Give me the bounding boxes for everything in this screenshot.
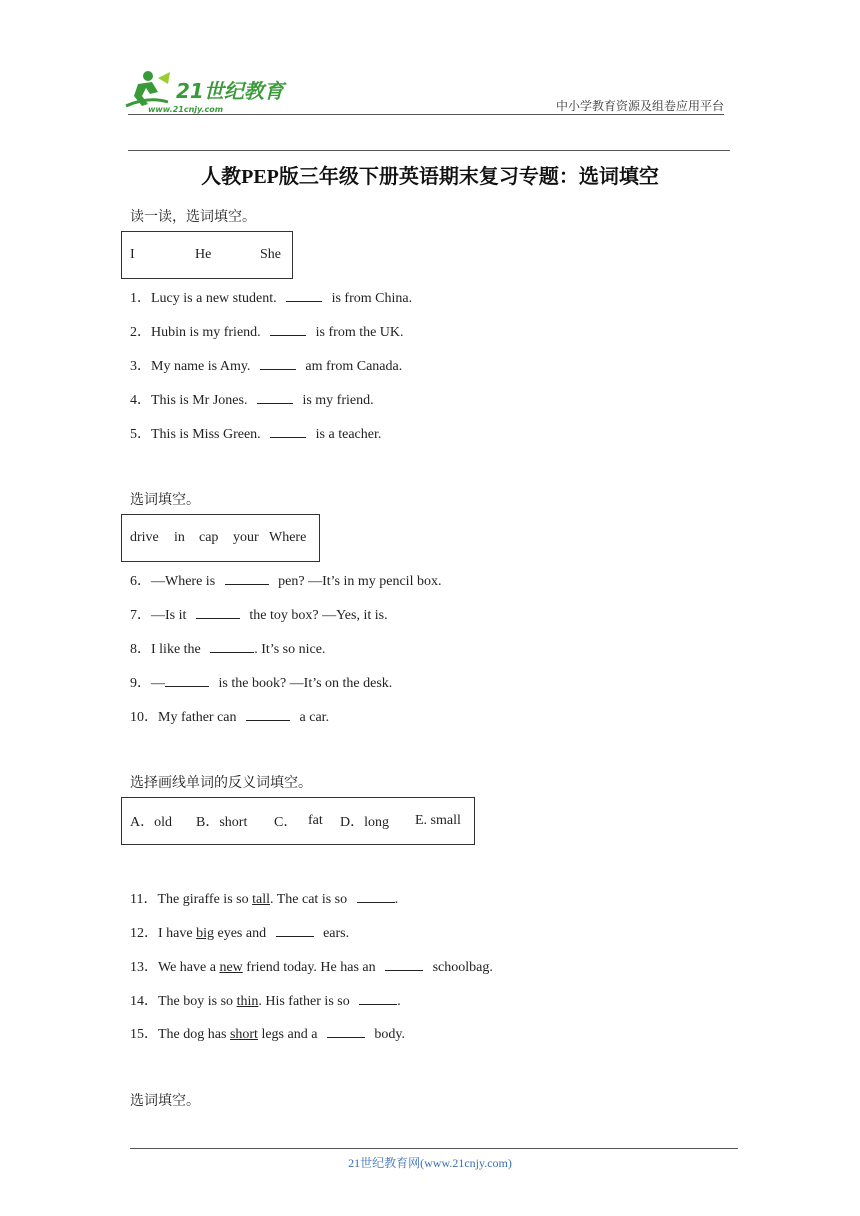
underlined-word: tall bbox=[252, 892, 270, 907]
underlined-word: big bbox=[196, 926, 214, 941]
question-text: is from the UK. bbox=[315, 325, 404, 340]
question-text: I like the bbox=[151, 642, 201, 657]
question-9 bbox=[130, 672, 392, 692]
option-item: E. small bbox=[415, 813, 461, 828]
answer-blank[interactable] bbox=[225, 572, 269, 585]
word-bank-2-word: cap bbox=[199, 530, 219, 545]
question-4 bbox=[130, 389, 374, 409]
question-6 bbox=[130, 570, 441, 590]
question-text: . bbox=[394, 892, 399, 907]
question-text: My name is Amy. bbox=[151, 359, 251, 374]
question-text: The boy is so bbox=[158, 994, 234, 1009]
word-bank-1-word: I bbox=[130, 247, 135, 262]
answer-blank[interactable] bbox=[270, 425, 306, 438]
answer-blank[interactable] bbox=[210, 640, 254, 653]
question-text: The dog has bbox=[158, 1027, 227, 1042]
question-11 bbox=[130, 888, 398, 908]
option-item: C． bbox=[274, 815, 298, 830]
answer-blank[interactable] bbox=[357, 890, 395, 903]
section3-instruction: 选择画线单词的反义词填空。 bbox=[130, 776, 312, 791]
answer-blank[interactable] bbox=[327, 1025, 365, 1038]
question-1 bbox=[130, 287, 412, 307]
question-text: is the book? —It’s on the desk. bbox=[218, 676, 393, 691]
question-15 bbox=[130, 1023, 405, 1043]
site-logo bbox=[118, 66, 298, 116]
header-divider bbox=[128, 114, 724, 115]
option-item: fat bbox=[308, 813, 323, 828]
question-number: 8． bbox=[130, 642, 151, 657]
option-item: D．long bbox=[340, 815, 389, 830]
answer-blank[interactable] bbox=[385, 958, 423, 971]
question-number: 7． bbox=[130, 608, 151, 623]
footer-link[interactable]: 21世纪教育网(www.21cnjy.com) bbox=[348, 1156, 512, 1170]
question-text: eyes and bbox=[217, 926, 267, 941]
document-title: 人教PEP版三年级下册英语期末复习专题：选词填空 bbox=[201, 166, 659, 188]
word-bank-2-word: drive bbox=[130, 530, 159, 545]
question-text: legs and a bbox=[261, 1027, 318, 1042]
answer-blank[interactable] bbox=[286, 289, 322, 302]
option-bank-3 bbox=[121, 797, 475, 845]
question-number: 10． bbox=[130, 710, 158, 725]
question-12 bbox=[130, 922, 349, 942]
question-text: —Is it bbox=[151, 608, 187, 623]
question-text: am from Canada. bbox=[305, 359, 403, 374]
underlined-word: thin bbox=[236, 994, 259, 1009]
word-bank-2 bbox=[121, 514, 320, 562]
question-number: 6． bbox=[130, 574, 151, 589]
answer-blank[interactable] bbox=[270, 323, 306, 336]
logo-text: 21世纪教育 bbox=[176, 79, 284, 103]
question-14 bbox=[130, 990, 401, 1010]
question-text: We have a bbox=[158, 960, 216, 975]
question-number: 9． bbox=[130, 676, 151, 691]
question-text: . bbox=[397, 994, 401, 1009]
question-text: friend today. He has an bbox=[246, 960, 376, 975]
word-bank-1-word: She bbox=[260, 247, 281, 262]
question-number: 3． bbox=[130, 359, 151, 374]
answer-blank[interactable] bbox=[260, 357, 296, 370]
word-bank-2-word: in bbox=[174, 530, 185, 545]
question-text: Hubin is my friend. bbox=[151, 325, 261, 340]
word-bank-2-word: Where bbox=[269, 530, 307, 545]
question-text: a car. bbox=[299, 710, 330, 725]
section1-instruction: 读一读，选词填空。 bbox=[130, 210, 256, 225]
question-text: is a teacher. bbox=[315, 427, 382, 442]
option-item: A．old bbox=[130, 815, 172, 830]
question-text: . The cat is so bbox=[269, 892, 348, 907]
question-text: This is Mr Jones. bbox=[151, 393, 248, 408]
question-number: 4． bbox=[130, 393, 151, 408]
answer-blank[interactable] bbox=[359, 992, 397, 1005]
answer-blank[interactable] bbox=[246, 708, 290, 721]
section2-instruction: 选词填空。 bbox=[130, 493, 200, 508]
question-10 bbox=[130, 706, 329, 726]
section4-instruction: 选词填空。 bbox=[130, 1094, 200, 1109]
question-text: — bbox=[151, 676, 165, 691]
answer-blank[interactable] bbox=[196, 606, 240, 619]
question-number: 2． bbox=[130, 325, 151, 340]
question-text: The giraffe is so bbox=[157, 892, 249, 907]
option-item: B．short bbox=[196, 815, 248, 830]
answer-blank[interactable] bbox=[257, 391, 293, 404]
question-number: 11． bbox=[130, 892, 158, 907]
question-text: is my friend. bbox=[302, 393, 374, 408]
word-bank-2-word: your bbox=[233, 530, 259, 545]
question-text: is from China. bbox=[331, 291, 413, 306]
word-bank-1-word: He bbox=[195, 247, 212, 262]
question-13 bbox=[130, 956, 493, 976]
question-3 bbox=[130, 355, 402, 375]
question-text: I have bbox=[158, 926, 193, 941]
underlined-word: short bbox=[229, 1027, 258, 1042]
underlined-word: new bbox=[219, 960, 243, 975]
answer-blank[interactable] bbox=[165, 674, 209, 687]
question-text: the toy box? —Yes, it is. bbox=[249, 608, 388, 623]
title-divider bbox=[128, 150, 730, 151]
question-number: 14． bbox=[130, 994, 158, 1009]
question-text: My father can bbox=[158, 710, 237, 725]
question-5 bbox=[130, 423, 381, 443]
question-number: 13． bbox=[130, 960, 158, 975]
runner-icon bbox=[126, 71, 170, 106]
question-7 bbox=[130, 604, 388, 624]
question-text: ears. bbox=[323, 926, 350, 941]
question-text: —Where is bbox=[151, 574, 216, 589]
question-number: 12． bbox=[130, 926, 158, 941]
header-platform-text: 中小学教育资源及组卷应用平台 bbox=[555, 99, 724, 113]
question-text: . It’s so nice. bbox=[254, 642, 326, 657]
word-bank-1 bbox=[121, 231, 293, 279]
logo-url: www.21cnjy.com bbox=[148, 105, 224, 114]
question-8 bbox=[130, 638, 325, 658]
question-text: . His father is so bbox=[258, 994, 350, 1009]
question-number: 1． bbox=[130, 291, 151, 306]
question-text: This is Miss Green. bbox=[151, 427, 261, 442]
question-2 bbox=[130, 321, 404, 341]
question-number: 5． bbox=[130, 427, 151, 442]
question-number: 15． bbox=[130, 1027, 158, 1042]
question-text: pen? —It’s in my pencil box. bbox=[278, 574, 442, 589]
question-text: body. bbox=[374, 1027, 406, 1042]
footer-divider bbox=[130, 1148, 738, 1149]
question-text: schoolbag. bbox=[432, 960, 493, 975]
answer-blank[interactable] bbox=[276, 924, 314, 937]
question-text: Lucy is a new student. bbox=[151, 291, 277, 306]
